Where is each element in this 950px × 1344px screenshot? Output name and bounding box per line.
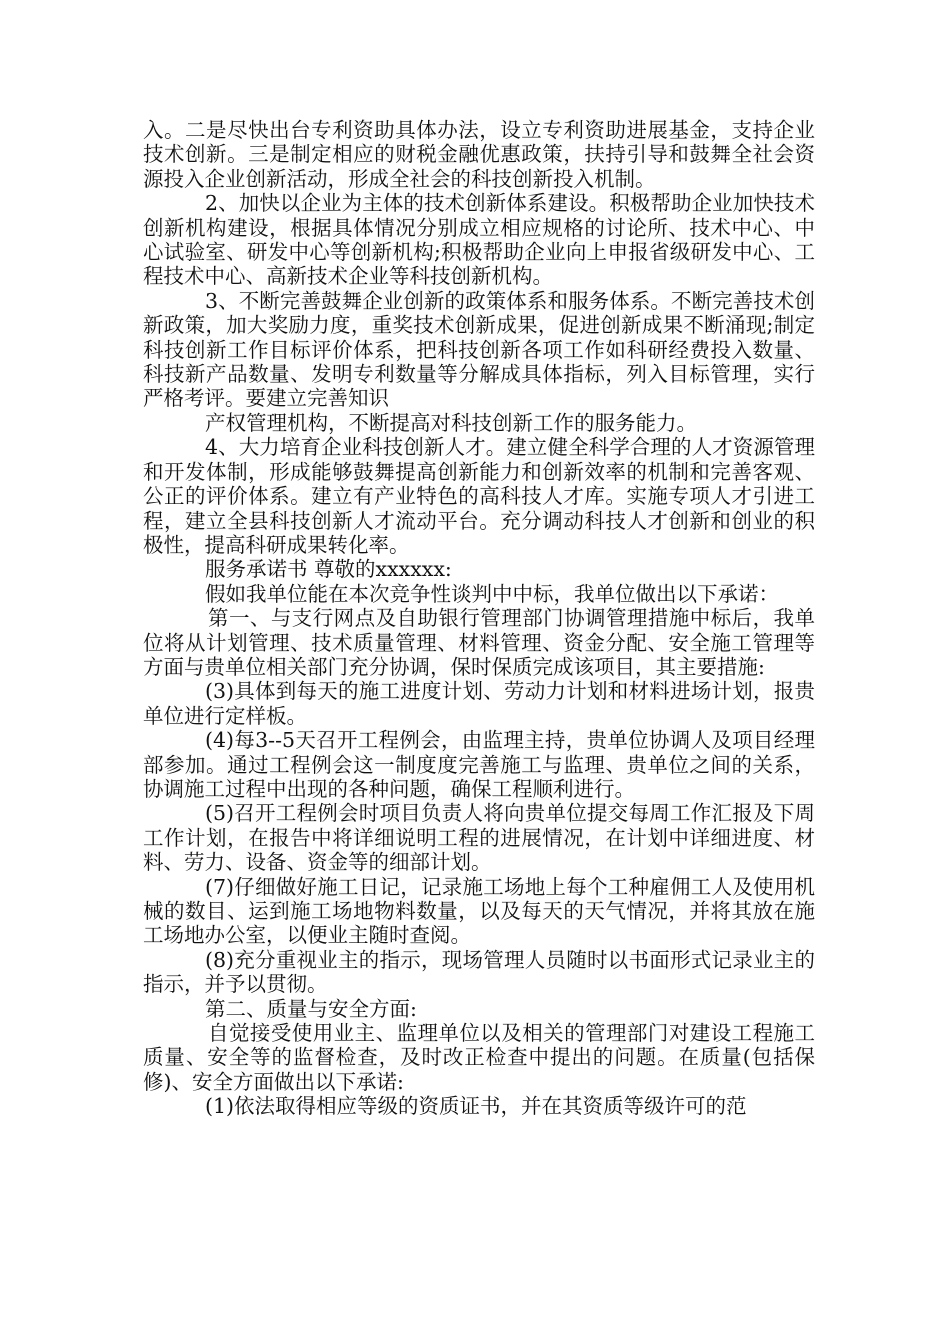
paragraph-13: (8)充分重视业主的指示，现场管理人员随时以书面形式记录业主的指示，并予以贯彻。 <box>143 947 815 997</box>
paragraph-10: (4)每3--5天召开工程例会，由监理主持，贵单位协调人及项目经理部参加。通过工程例会这一制度度完善施工与监理、贵单位之间的关系，协调施工过程中出现的各种问题，确保工程顺利进行。 <box>143 728 815 801</box>
paragraph-16: (1)依法取得相应等级的资质证书，并在其资质等级许可的范 <box>205 1094 747 1119</box>
paragraph-9: (3)具体到每天的施工进度计划、劳动力计划和材料进场计划，报贵单位进行定样板。 <box>143 679 815 728</box>
paragraph-3: 3、不断完善鼓舞企业创新的政策体系和服务体系。不断完善技术创新政策，加大奖励力度，重奖技术创新成果，促进创新成果不断涌现;制定科技创新工作目标评价体系，把科技创新各项工作如科研经费投入数量、科技新产品数量、发明专利数量等分解成具体指标，列入目标管理，实行严格考评。要建立完善知识 <box>143 288 815 411</box>
paragraph-6: 服务承诺书 尊敬的xxxxxx: <box>205 557 452 582</box>
document-page <box>143 118 815 1119</box>
paragraph-2: 2、加快以企业为主体的技术创新体系建设。积极帮助企业加快技术创新机构建设，根据具体情况分别成立相应规格的讨论所、技术中心、中心试验室、研发中心等创新机构;积极帮助企业向上申报省级研发中心、工程技术中心、高新技术企业等科技创新机构。 <box>143 191 815 289</box>
paragraph-1: 入。二是尽快出台专利资助具体办法，设立专利资助进展基金，支持企业技术创新。三是制定相应的财税金融优惠政策，扶持引导和鼓舞全社会资源投入企业创新活动，形成全社会的科技创新投入机制。 <box>143 118 815 191</box>
paragraph-11: (5)召开工程例会时项目负责人将向贵单位提交每周工作汇报及下周工作计划，在报告中将详细说明工程的进展情况，在计划中详细进度、材料、劳力、设备、资金等的细部计划。 <box>143 801 815 875</box>
paragraph-12: (7)仔细做好施工日记，记录施工场地上每个工种雇佣工人及使用机械的数目、运到施工场地物料数量，以及每天的天气情况，并将其放在施工场地办公室，以便业主随时查阅。 <box>143 874 815 948</box>
paragraph-7: 假如我单位能在本次竞争性谈判中中标，我单位做出以下承诺： <box>205 581 779 606</box>
paragraph-4: 产权管理机构，不断提高对科技创新工作的服务能力。 <box>205 410 697 435</box>
paragraph-5: 4、大力培育企业科技创新人才。建立健全科学合理的人才资源管理和开发体制，形成能够鼓舞提高创新能力和创新效率的机制和完善客观、公正的评价体系。建立有产业特色的高科技人才库。实施专项人才引进工程，建立全县科技创新人才流动平台。充分调动科技人才创新和创业的积极性，提高科研成果转化率。 <box>143 435 815 557</box>
paragraph-14: 第二、质量与安全方面: <box>205 996 417 1021</box>
paragraph-15: 自觉接受使用业主、监理单位以及相关的管理部门对建设工程施工质量、安全等的监督检查，及时改正检查中提出的问题。在质量(包括保修)、安全方面做出以下承诺: <box>143 1021 815 1094</box>
paragraph-8: 第一、与支行网点及自助银行管理部门协调管理措施中标后，我单位将从计划管理、技术质量管理、材料管理、资金分配、安全施工管理等方面与贵单位相关部门充分协调，保时保质完成该项目，其主要措施: <box>143 606 815 679</box>
